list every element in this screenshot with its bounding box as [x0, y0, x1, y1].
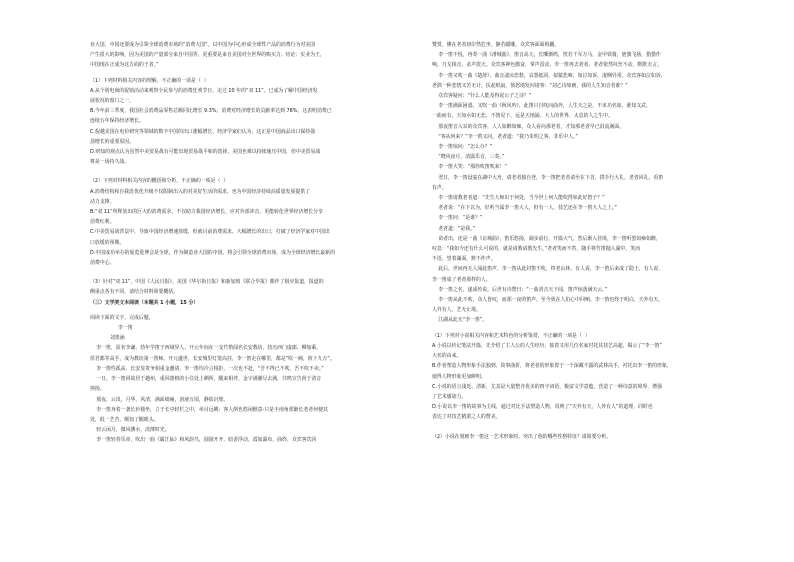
option-c: C.中美贸易战背景中，导致中国经济增速放缓，但就目前消费需求、大幅增长的出口，打破了经济学家对中国出 [90, 229, 330, 236]
option-b: B.“双 11”所释放出的巨大的消费需求，不仅助力我国经济增长，应对外部冲击，更能转化世界经济增长分享 [90, 209, 323, 216]
text-line: 产生很大的影响，因为美国的产量部分来自中国等，更重要是来自美国对全世界的购买力。结论：实业为王， [90, 52, 325, 59]
question-stem: （3）针对“双 11”，中国《人民日报》、美国《华尔街日报》和新加坡《联合早报》都作了相应报道，报道的 [90, 279, 324, 286]
question-stem: （1）下列材料相关内容的理解，不正确的一项是（ ） [90, 77, 209, 84]
option-d: D.小说以李一笛的故事为主线，通过对比手法塑造人物，说明了“天外有天，人外有人”的道理，同时也 [432, 404, 653, 411]
story-body-left [90, 343, 408, 445]
text-line: 苗者出，还是一曲《京城曲》，笛乐悠扬，阔步前行，开篇大气，然后渐入佳境，李一笛听罢如痴如醉， [432, 235, 661, 242]
text-line: 李一笛大笑：“那你吹笛吹来！” [432, 164, 507, 171]
text-line: 李一笛性孤高，长安显贵争相重金邀请，李一笛均冷言相拒，一次也不赴，“吾不得已不吹，吾不吹不卖。” [90, 365, 324, 372]
text-line: 那夜，云岚，月华，风清，满面细庵，溶液万顷，静影沉璧。 [90, 396, 229, 403]
option-a: A.从个别电商的促销活动来观察全民参与的消费狂欢节日，走过 10 年的“双 11”，已成为了解中国经济发 [90, 87, 318, 94]
text-line: “客从何来？”李一笛又问。老者道：“我乃朱明之客，非乐中人。” [432, 133, 578, 140]
text-line: 处，低一艺苦，颇知了醒眼头。 [90, 416, 159, 423]
text-line: 李一笛身着一袭长衫独坐，立于长亭轻栏之中，举目远眺：客人倒也悠闲惬意-只是丰南角那渐长老者何便其 [90, 406, 328, 413]
option-b: B.作者塑造人物形象手法独到，故事曲折，将老者的形象置于一个深藏不露的武林高手，衬托出李一笛的形象， [432, 363, 672, 370]
option-c: C.小说的语言浅近、清新，尤其是大量整齐优美的四字词语，极富文学意蕴，营造了一种诗意的境界，增强 [432, 383, 662, 390]
option-a-cont: 动力支撑。 [90, 198, 115, 205]
text-line: 李一笛从此不吹，众人皆叹，而那一夜的笛声，至今犹在人们心中回响。李一笛也终于明白，天外有天， [432, 297, 664, 304]
text-line: 老者道：“是我。” [432, 225, 476, 232]
text-line: 李一笛满面困惑，又吹一曲《秋风吟》，此笛只自吹向曲外，人生天之是，不求功名如，谁知文武， [432, 103, 651, 110]
text-line: 老拙一种悲情又苦无计。扶起纸扇，愤怒地发问诸客：“刘乙诗如画，我的人生知音者谁？” [432, 82, 628, 89]
question-3 [90, 277, 408, 297]
text-line: 李一笛，原名李谦，幼年学笛于西域异人，开元年间在一支竹笛闻名长安教坊，技压西门虚郎、柳加乘、 [90, 345, 322, 352]
text-line: 翌日，李一笛设宴在湖中大舟，请老者独自登，李一笛把老者请至在下首，拱手行大礼，老者回礼，看笛 [432, 174, 664, 181]
text-line: 众宾客疑问：“什么人能及得起公子之诗？” [432, 93, 532, 100]
text-line: 李一笛之名，遂成传说。后世有诗赞曰：“一曲清音天下闻，笛声惊落满天云。” [432, 286, 608, 293]
text-line: “晓风夜月，清露乐音，三奏。” [432, 154, 505, 161]
text-line: 此后，世间再无人闻此笛声，李一笛从此封笛不吹，终老山林。有人说，李一笛后来成了隐士，有人说， [432, 266, 664, 273]
text-line: 人外有人，艺无止境。 [432, 307, 481, 314]
question-2 [90, 176, 408, 268]
story-body-right [432, 40, 750, 326]
option-c-cont: 口放缓的预期。 [90, 239, 125, 246]
story-title: 李一笛 [118, 325, 133, 332]
option-b-cont: 消费红利。 [90, 219, 115, 226]
text-line: 有声。 [432, 184, 447, 191]
text-line: 一日，李一笛回故居于越州，重回荫格的小住处上栖所，醒来相伴，金宇满潮尽去满，共鸣宣告荷于清音 [90, 376, 322, 383]
option-d-cont: 表达了对技艺精湛之人的赞美。 [432, 414, 501, 421]
text-line: 江湖从此无“李一笛”。 [432, 317, 488, 324]
question-5-stem: （2）小说在刻画李一笛这一艺术形象时，突出了他的哪些性格特征？请简要分析。 [432, 433, 612, 440]
option-b: B.今年前三季度，我国社会消费品零售总额同比增长 9.3%，消费对经济增长的贡献率达到 78%，这表明消费已 [90, 108, 332, 115]
text-line: 赞赏，佛在老者却岸然危坐，静若蜡雕。众宾客面面相觑。 [432, 42, 560, 48]
option-c-cont: 了艺术感染力。 [432, 393, 467, 400]
option-a: A.小说以传记笔法开篇，先介绍了主人公的人生经历，接着又用几位名家衬托其技艺高超，揭示了“李一笛” [432, 342, 662, 349]
option-d: D.中国成功举办的展览进博会是全球，作为制造业大国的中国，将会引领全球消费市场，成为全球经济增长最新的 [90, 249, 335, 256]
option-a-cont: 大名的由来。 [432, 353, 462, 360]
option-c-cont: 劲增长的重要原因。 [90, 138, 135, 145]
text-line: 一曲而有，天如水如无悲，不笛见下，远是天地涌，大人的世界，太息的人之生中。 [432, 113, 613, 120]
option-b-cont: 使得人物形象更加鲜明。 [432, 373, 486, 380]
story-author: 刘墨涵 [110, 335, 125, 342]
text-line: 不语，望着湖面，默不作声。 [432, 256, 496, 263]
option-d: D.财知的观点认为虽然中美贸易战有可能出现贸易战平和的选择，美国也难以持续施压中国，但中美贸易战 [90, 149, 321, 156]
text-line: 李一笛不悦，再奏一曲《滑城曲》，笛音高亢，长嘶渐鸣，恍若千军万马，金甲铁骑，旌旗飞扬，猎猎作 [432, 52, 661, 59]
text-line: 李一笛成了老者那样的人。 [432, 276, 491, 283]
option-d-cont: 消费中心。 [90, 260, 115, 267]
text-line: 侯君都等高手，成为教坊第一笛师。开元盛世，长安城里灯笼高挂，李一笛走在哪里，都是“吹一阙，值十九万”。 [90, 355, 335, 362]
option-a-cont: 展状况的窗口之一。 [90, 98, 135, 105]
text-line: 轻云闲月，微风拂水，淡薄时光。 [90, 427, 170, 434]
text-line: 响，刀戈相击，杀声震天。众宾客神色激奋，掌声雷动。李一笛再去老者，老者依然纹丝不动，默默无言。 [432, 62, 662, 69]
question-stem-cont: 侧重点各有不同，请结合材料简要概括。 [90, 289, 179, 296]
text-line: 李一笛又吹一曲《楚辞》，曲音凄凉悲愁，哀怨低回，似猿悲啼，如泣如诉，凄恻异常。众宾客如泣如诉， [432, 72, 666, 79]
text-line: 李一笛轻奏乐章，吹出一曲《霸江仙》和风韵鸟，圆圆开开，暗香浮动，霞如瀑布，曲终，众宾客宾回 [90, 437, 317, 444]
text-line: 李一笛问：“是谁？” [432, 215, 483, 222]
text-line: 抑扬。 [90, 386, 105, 393]
right-column [432, 40, 750, 442]
question-stem: （1）下列对小说相关内容和艺术特色的分析鉴赏，不正确的一项是（ ） [432, 332, 590, 339]
text-line: 叹息：“我如今还有什么可说的，就是请教请教先生。”老者笑而不答，随手将竹笛抛入湖中，笑而 [432, 246, 641, 253]
text-line: 李一笛请教老者道：“先生大师出于何处，当今世上何人能吹得如此好笛子？” [432, 195, 605, 202]
question-1 [90, 76, 408, 168]
question-4 [432, 331, 750, 423]
text-line: 李一笛惊问：“怎么办？” [432, 144, 493, 151]
read-instruction: 阅读下面的文字，完成后题。 [90, 314, 154, 321]
section-title: （三）文学类文本阅读（本题共 1 小题，15 分） [90, 299, 199, 306]
text-line: 业大国，中国还要成为引领全球消费市场的“消费大国”。以中国为中心形成全球性产品的消费行为对美国 [90, 42, 316, 48]
text-line: 中国现在正成为这方面的王者。” [90, 62, 159, 69]
option-a: A.消费结构和自我选优化升级不仅限制出入的对美好生活的需求，也为中国经济持续高质量发展提供了 [90, 188, 311, 195]
text-line: 老者说：“在下以为，好听当属李一笛大人，但有一人，技艺还在李一笛大人之上。” [432, 205, 617, 212]
option-b-cont: 连续五年保持经济增长。 [90, 118, 144, 125]
text-line: 那夜笛音入耳的众宾客，人人如醉如痴。众人看向那老者，才知那老者早已泪流满面。 [432, 123, 625, 130]
left-column [90, 40, 408, 446]
option-c: C.倪越美国在电价研究等领域的数字中国的出口涨幅增长，经济学家们认为，这正是中国商品出口保持强 [90, 128, 316, 135]
option-d-cont: 将是一场持久战。 [90, 159, 130, 166]
question-stem: （2）下列对材料相关内容的概括和分析，不正确的一项是（ ） [90, 178, 229, 185]
intro-paragraph [90, 40, 408, 71]
